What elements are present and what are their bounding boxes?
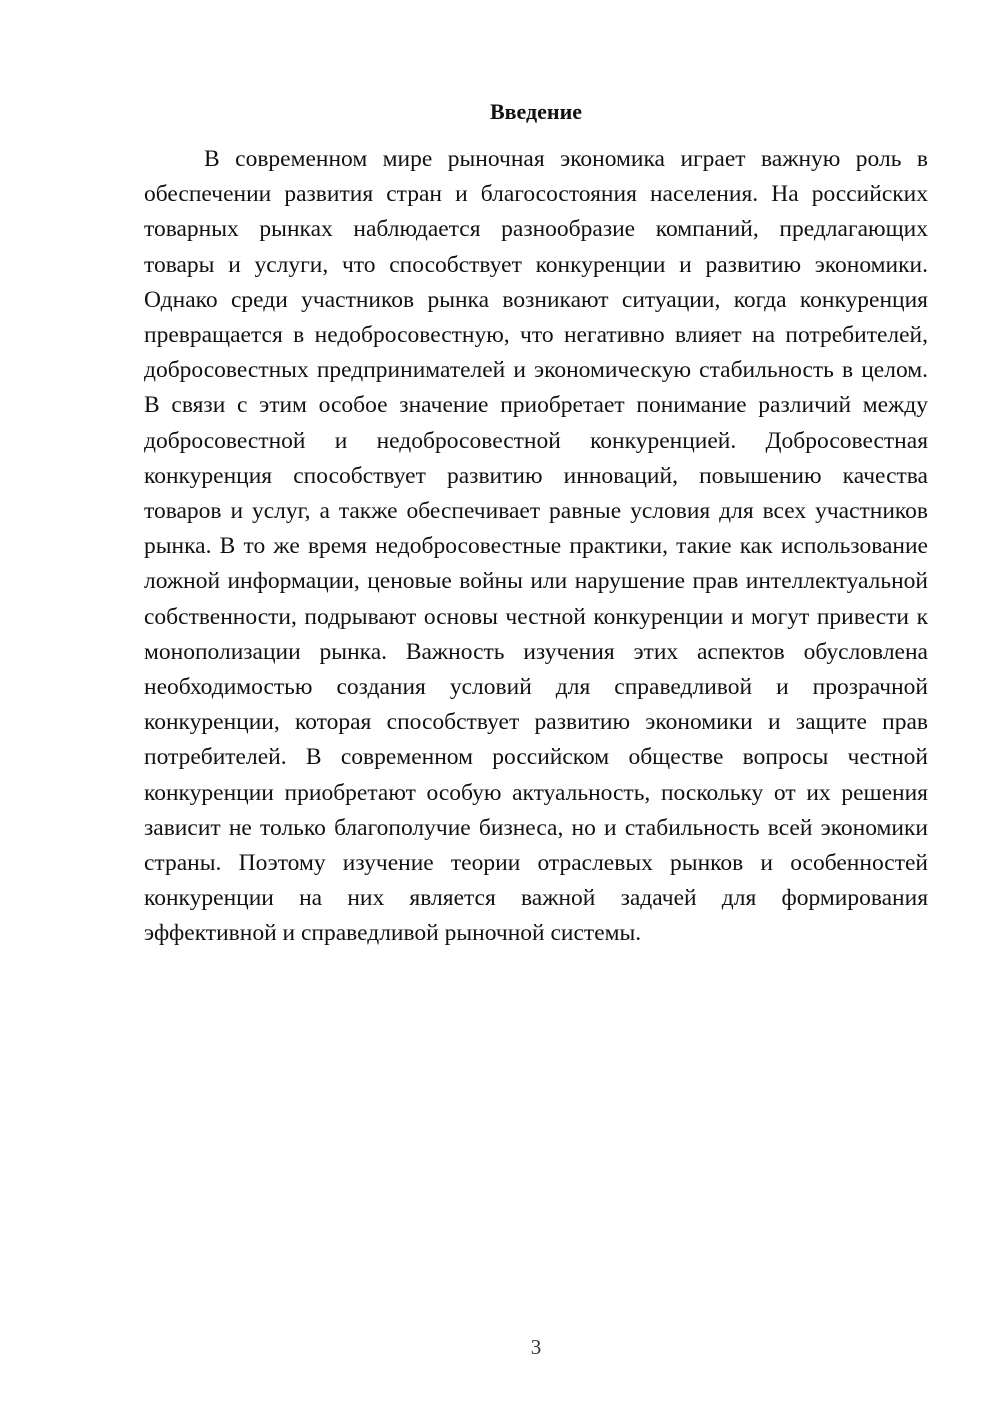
section-heading: Введение	[489, 99, 583, 124]
page-number: 3	[530, 1335, 542, 1359]
body-paragraph: В современном мире рыночная экономика играет важную роль в обеспечении развития стран и благосостояния населения. На российских товарных рынках наблюдается разнообразие компаний, предлагающих товары и услуги, что способствует конкуренции и развитию экономики. Однако среди участников рынка возникают ситуации, когда конкуренция превращается в недобросовестную, что негативно влияет на потребителей, добросовестных предпринимателей и экономическую стабильность в целом. В связи с этим особое значение приобретает понимание различий между добросовестной и недобросовестной конкуренцией. Добросовестная конкуренция способствует развитию инноваций, повышению качества товаров и услуг, а также обеспечивает равные условия для всех участников рынка. В то же время недобросовестные практики, такие как использование ложной информации, ценовые войны или нарушение прав интеллектуальной собственности, подрывают основы честной конкуренции и могут привести к монополизации рынка. Важность изучения этих аспектов обусловлена необходимостью создания условий для справедливой и прозрачной конкуренции, которая способствует развитию экономики и защите прав потребителей. В современном российском обществе вопросы честной конкуренции приобретают особую актуальность, поскольку от их решения зависит не только благополучие бизнеса, но и стабильность всей экономики страны. Поэтому изучение теории отраслевых рынков и особенностей конкуренции на них является важной задачей для формирования эффективной и справедливой рыночной системы.	[144, 146, 928, 947]
